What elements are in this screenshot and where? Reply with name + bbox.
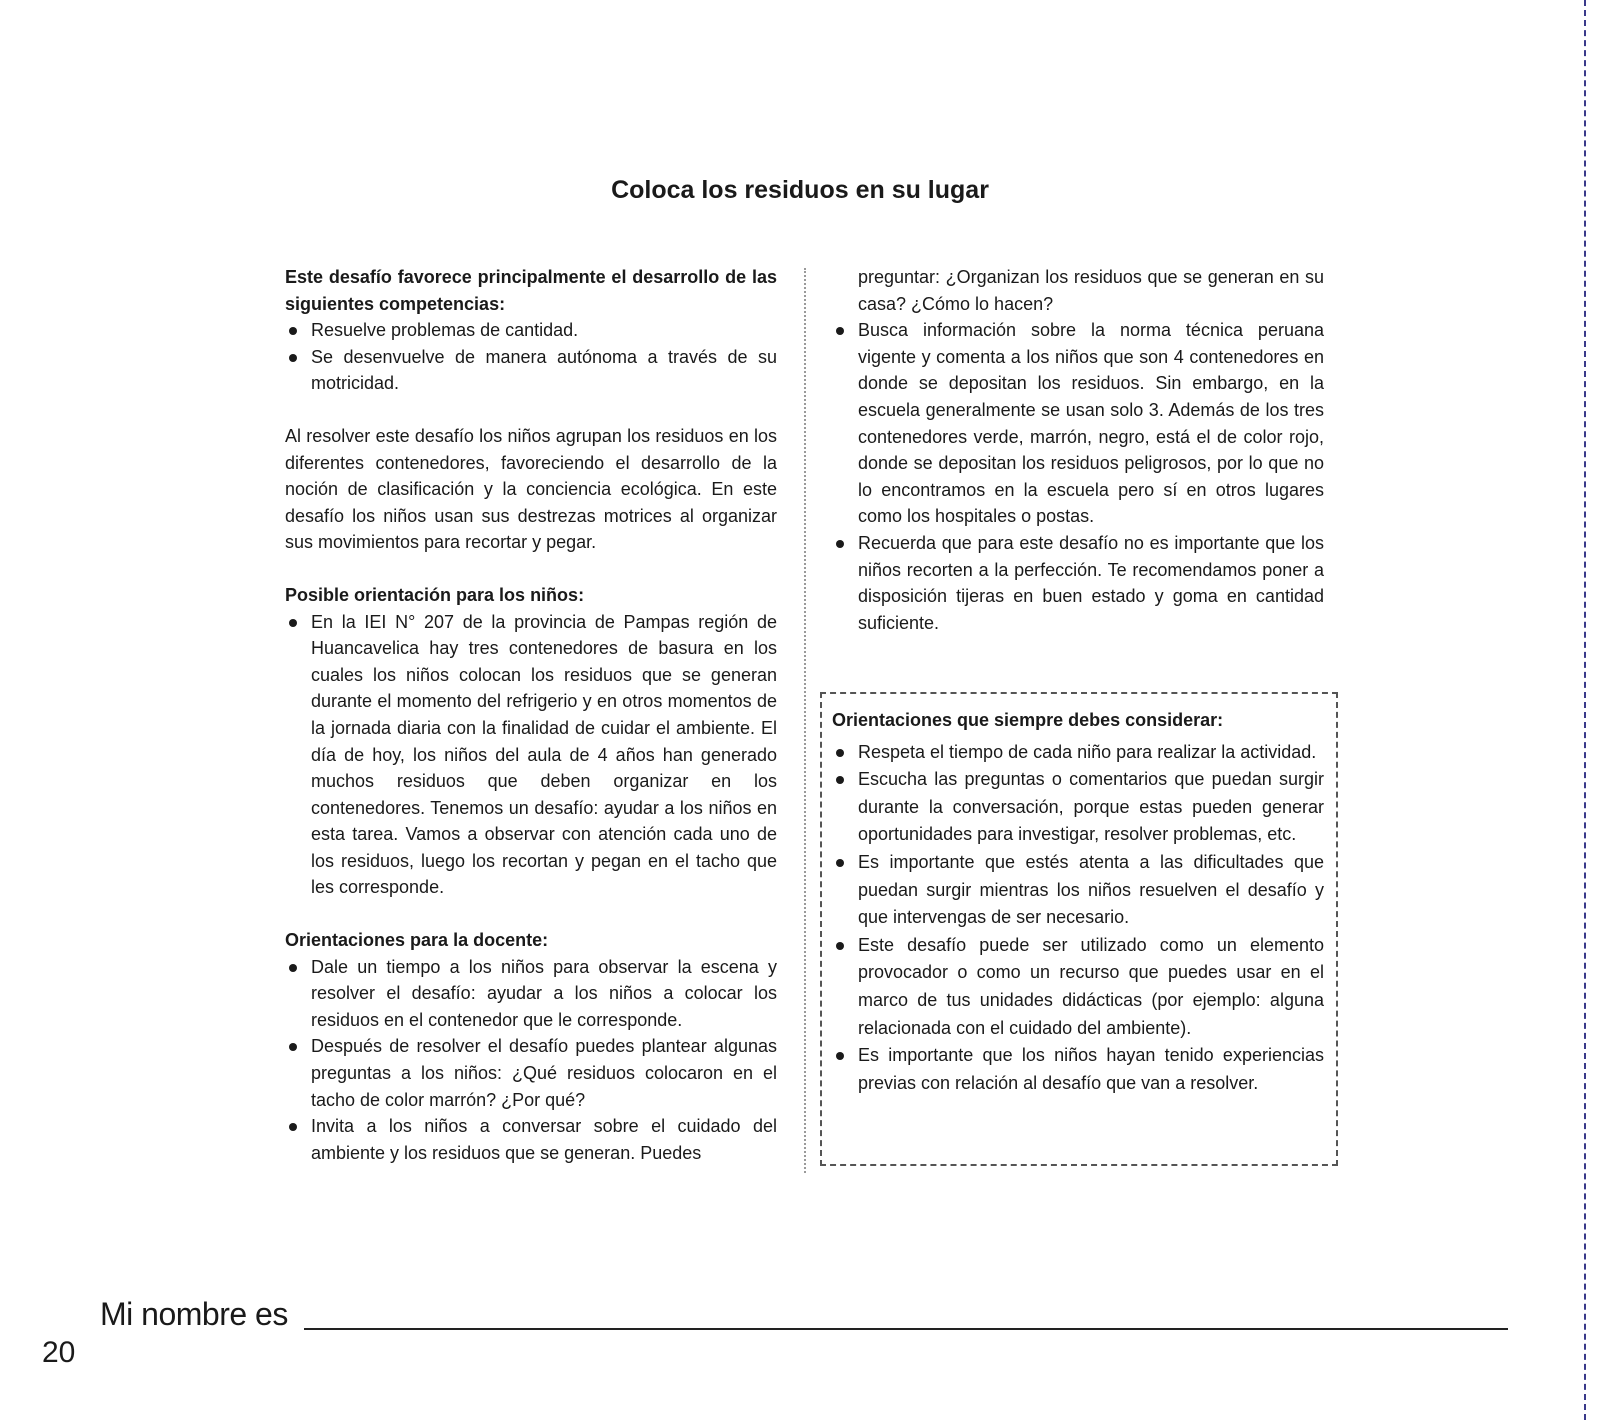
consideration-item: Este desafío puede ser utilizado como un elemento provocador o como un recurso que puedes usar en el marco de tus unidades didácticas (por ejemplo: alguna relacionada con el cuidado del ambiente). <box>832 932 1324 1042</box>
consideration-item: Es importante que estés atenta a las dificultades que puedan surgir mientras los niños resuelven el desafío y que intervengas de ser necesario. <box>832 849 1324 932</box>
intro-paragraph: Al resolver este desafío los niños agrupan los residuos en los diferentes contenedores, favoreciendo el desarrollo de la noción de clasificación y la conciencia ecológica. En este desafío los niños usan sus destrezas motrices al organizar sus movimientos para recortar y pegar. <box>285 425 777 553</box>
continuation-span: preguntar: ¿Organizan los residuos que se generan en su casa? ¿Cómo lo hacen? <box>858 267 1324 314</box>
teacher-item: Recuerda que para este desafío no es importante que los niños recorten a la perfección. Te recomendamos poner a disposición tijeras en buen estado y goma en cantidad suficiente. <box>832 530 1324 636</box>
cut-line <box>1584 0 1586 1420</box>
orientation-item: En la IEI N° 207 de la provincia de Pampas región de Huancavelica hay tres contenedores de basura en los cuales los niños colocan los residuos que se generan durante el momento del refrigerio y en otros momentos de la jornada diaria con la finalidad de cuidar el ambiente. El día de hoy, los niños del aula de 4 años han generado muchos residuos que deben organizar en los contenedores. Tenemos un desafío: ayudar a los niños en esta tarea. Vamos a observar con atención cada uno de los residuos, luego los recortan y pegan en el tacho que les corresponde. <box>285 609 777 902</box>
right-column <box>832 264 1324 636</box>
continuation-text <box>832 264 1324 317</box>
teacher-list <box>285 954 777 1167</box>
name-write-line <box>304 1328 1508 1330</box>
page-number: 20 <box>42 1336 76 1369</box>
consideration-item: Respeta el tiempo de cada niño para realizar la actividad. <box>832 739 1324 767</box>
consideration-item: Es importante que los niños hayan tenido experiencias previas con relación al desafío que van a resolver. <box>832 1042 1324 1097</box>
name-label: Mi nombre es <box>100 1296 288 1332</box>
considerations-content <box>832 707 1324 1097</box>
teacher-item: Dale un tiempo a los niños para observar la escena y resolver el desafío: ayudar a los niños a colocar los residuos en el contenedor que le corresponde. <box>285 954 777 1034</box>
teacher-item: Después de resolver el desafío puedes plantear algunas preguntas a los niños: ¿Qué residuos colocaron en el tacho de color marrón? ¿Por qué? <box>285 1033 777 1113</box>
teacher-item: Busca información sobre la norma técnica peruana vigente y comenta a los niños que son 4 contenedores en donde se depositan los residuos. Sin embargo, en la escuela generalmente se usan solo 3. Además de los tres contenedores verde, marrón, negro, está el de color rojo, donde se depositan los residuos peligrosos, por lo que no lo encontramos en la escuela pero sí en otros lugares como los hospitales o postas. <box>832 317 1324 530</box>
considerations-heading: Orientaciones que siempre debes considerar: <box>832 710 1224 730</box>
orientation-heading: Posible orientación para los niños: <box>285 584 585 605</box>
competencies-heading: Este desafío favorece principalmente el desarrollo de las siguientes competencias: <box>285 267 777 314</box>
competency-item: Se desenvuelve de manera autónoma a través de su motricidad. <box>285 344 777 397</box>
left-column <box>285 264 777 1166</box>
column-divider <box>804 268 806 1173</box>
competency-item: Resuelve problemas de cantidad. <box>285 317 777 344</box>
teacher-list-continued <box>832 264 1324 636</box>
considerations-list <box>832 739 1324 1098</box>
page-title: Coloca los residuos en su lugar <box>611 176 989 204</box>
consideration-item: Escucha las preguntas o comentarios que puedan surgir durante la conversación, porque estas pueden generar oportunidades para investigar, resolver problemas, etc. <box>832 766 1324 849</box>
orientation-list <box>285 609 777 902</box>
teacher-heading: Orientaciones para la docente: <box>285 930 549 951</box>
teacher-item: Invita a los niños a conversar sobre el cuidado del ambiente y los residuos que se generan. Puedes <box>285 1113 777 1166</box>
competencies-list <box>285 317 777 397</box>
